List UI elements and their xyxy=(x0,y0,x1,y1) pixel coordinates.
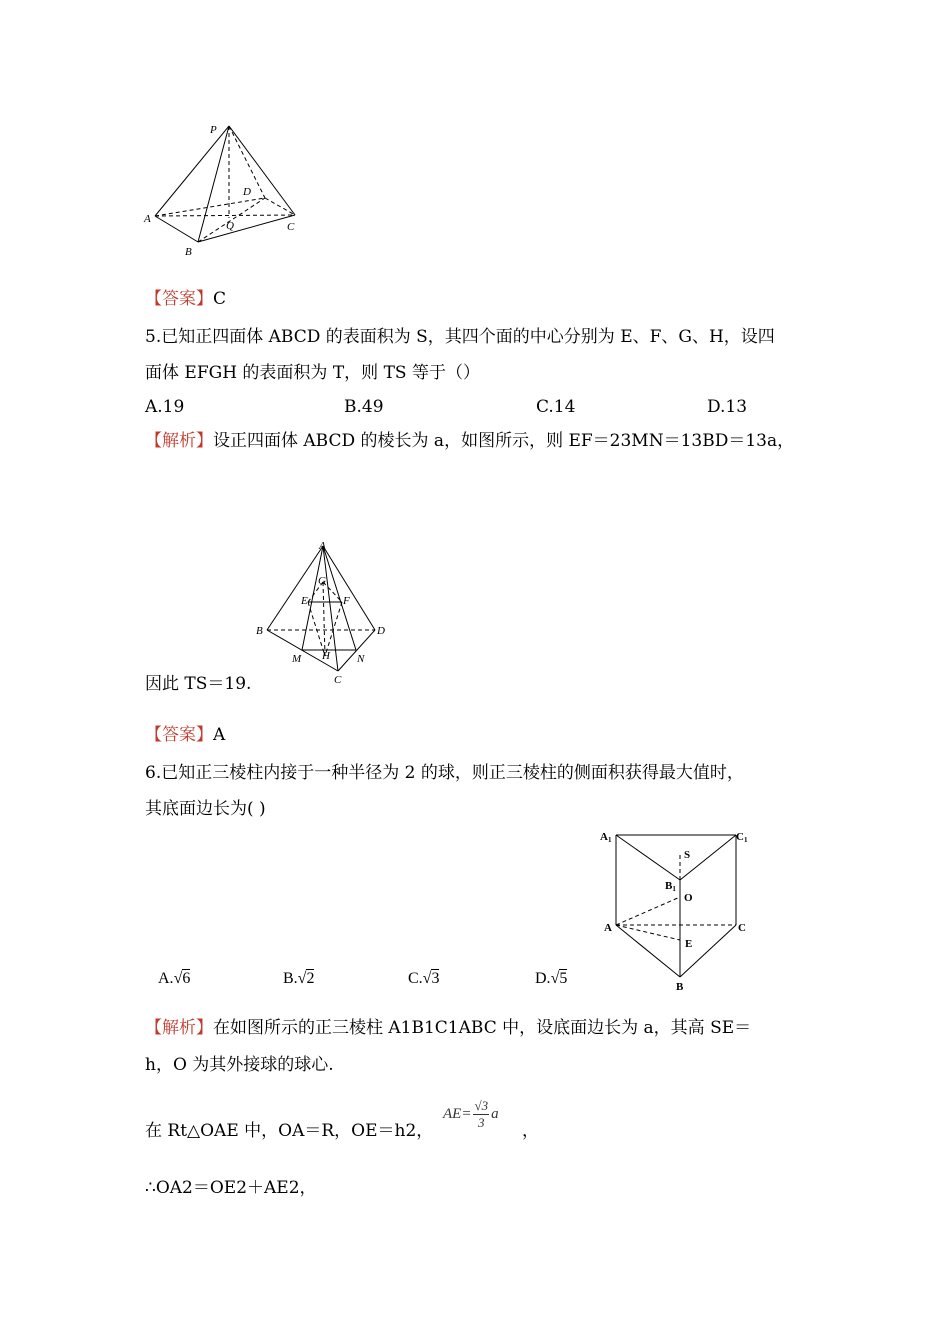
label-b: B xyxy=(256,625,263,637)
q6-analysis-line4: ∴OA2＝OE2＋AE2， xyxy=(145,1178,317,1198)
q6-stem-line2: 其底面边长为( ) xyxy=(145,799,266,819)
prism-figure xyxy=(598,825,758,995)
q6-option-a: A.√6 xyxy=(158,970,191,987)
q5-analysis xyxy=(145,430,794,452)
pyramid-figure xyxy=(140,118,310,263)
answer-value: C xyxy=(213,289,227,309)
label-b: B xyxy=(676,981,684,993)
analysis-text: 在如图所示的正三棱柱 A1B1C1ABC 中，设底面边长为 a，其高 SE＝ xyxy=(213,1018,752,1038)
label-s: S xyxy=(684,849,691,861)
label-a: A xyxy=(604,922,612,934)
analysis-text: 设正四面体 ABCD 的棱长为 a，如图所示，则 EF＝23MN＝13BD＝13a， xyxy=(213,431,795,451)
ae-formula: AE= $\frac{√3}{3}$ a xyxy=(443,1098,499,1130)
q6-option-c: C.√3 xyxy=(408,970,440,987)
label-f: F xyxy=(343,595,350,607)
analysis-tag: 【解析】 xyxy=(145,1018,213,1038)
q6-option-d: D.√5 xyxy=(535,970,568,987)
q4-answer xyxy=(145,288,226,310)
q5-option-a: A.19 xyxy=(145,397,185,417)
q6-stem-line1: 6.已知正三棱柱内接于一种半径为 2 的球，则正三棱柱的侧面积获得最大值时， xyxy=(145,763,744,783)
label-b1: B1 xyxy=(665,880,676,893)
q5-stem-line1: 5.已知正四面体 ABCD 的表面积为 S，其四个面的中心分别为 E、F、G、H，设四 xyxy=(145,327,775,347)
q5-stem-line2: 面体 EFGH 的表面积为 T，则 TS 等于（） xyxy=(145,363,480,383)
label-e: E xyxy=(685,938,693,950)
label-e: E xyxy=(301,595,308,607)
q5-answer xyxy=(145,724,225,746)
q5-option-b: B.49 xyxy=(344,397,384,417)
analysis-tag: 【解析】 xyxy=(145,431,213,451)
answer-value: A xyxy=(213,725,226,745)
label-d: D xyxy=(243,186,251,198)
label-g: G xyxy=(318,575,326,587)
label-q: Q xyxy=(226,220,234,232)
label-h: H xyxy=(322,650,330,662)
label-d: D xyxy=(377,625,385,637)
label-a: A xyxy=(144,213,151,225)
answer-tag: 【答案】 xyxy=(145,289,213,309)
label-c: C xyxy=(334,674,342,686)
label-o: O xyxy=(684,892,693,904)
q6-line3-suffix: ， xyxy=(522,1121,539,1141)
q6-option-b: B.√2 xyxy=(283,970,315,987)
answer-tag: 【答案】 xyxy=(145,725,213,745)
q5-conclusion: 因此 TS＝19. xyxy=(145,674,252,694)
label-p: P xyxy=(210,124,217,136)
q6-analysis-line1 xyxy=(145,1017,751,1039)
q5-option-c: C.14 xyxy=(536,397,576,417)
q5-option-d: D.13 xyxy=(707,397,748,417)
tetrahedron-figure xyxy=(250,538,395,688)
label-n: N xyxy=(357,653,365,665)
q6-analysis-line2: h，O 为其外接球的球心. xyxy=(145,1055,334,1075)
q6-analysis-line3: 在 Rt△OAE 中，OA＝R，OE＝h2， xyxy=(145,1121,434,1141)
label-m: M xyxy=(292,653,302,665)
label-b: B xyxy=(185,246,192,258)
label-a: A xyxy=(319,540,326,552)
label-c1: C1 xyxy=(736,831,748,844)
label-c: C xyxy=(287,221,295,233)
label-c: C xyxy=(738,922,746,934)
label-a1: A1 xyxy=(600,831,612,844)
